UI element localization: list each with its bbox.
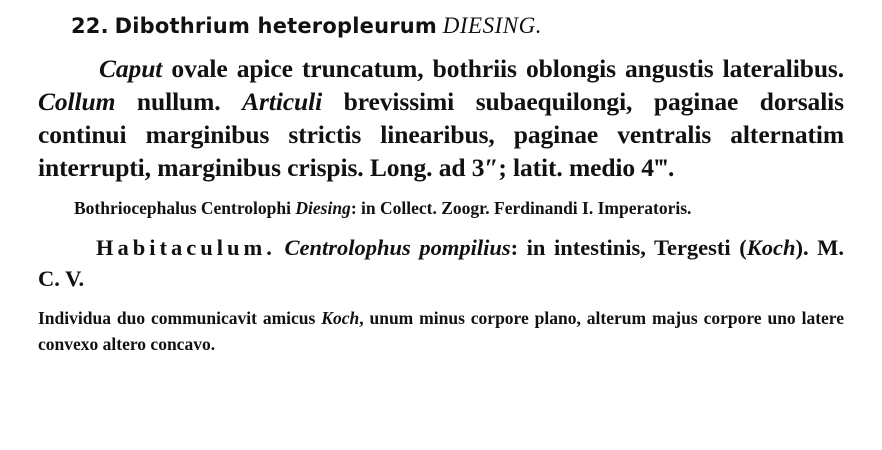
- note-text-2: , unum minus corpore plano, alterum majus corpore uno latere convexo altero concavo.: [38, 308, 845, 354]
- synonym-author: Diesing: [295, 198, 351, 218]
- species-author: DIESING.: [442, 13, 542, 38]
- synonym-text: : in Collect. Zoogr. Ferdinandi I. Imperatoris.: [350, 198, 692, 218]
- term-collum: Collum: [38, 87, 116, 116]
- diagnosis-text-2: nullum.: [115, 87, 243, 116]
- species-name: Dibothrium heteropleurum: [114, 14, 438, 38]
- specimen-note: [38, 305, 844, 357]
- synonym-name: Bothriocephalus Centrolophi: [74, 198, 296, 218]
- diagnosis-text-1: ovale apice truncatum, bothriis oblongis angustis lateralibus.: [162, 54, 844, 83]
- note-name: Koch: [321, 308, 360, 328]
- species-heading: [38, 10, 844, 42]
- collector-name: Koch: [746, 235, 796, 260]
- synonym-reference: [38, 194, 844, 222]
- host-name: Centrolophus pompilius: [284, 235, 511, 260]
- diagnosis-text-3: brevissimi subaequilongi, paginae dorsalis continui marginibus strictis linearibus, paginae ventralis alternatim interrupti, marginibus crispis. Long. ad 3″; latit. medio 4‴.: [38, 87, 844, 182]
- note-text-1: Individua duo communicavit amicus: [38, 308, 322, 328]
- habitat-label: Habitaculum.: [96, 235, 276, 260]
- habitat-paragraph: [38, 232, 844, 294]
- habitat-text-1: : in intestinis, Tergesti (: [510, 235, 747, 260]
- habitat-text-2: ). M. C. V.: [38, 235, 845, 291]
- species-number: 22.: [71, 14, 109, 38]
- species-diagnosis: [38, 52, 844, 184]
- term-articuli: Articuli: [242, 87, 323, 116]
- term-caput: Caput: [99, 54, 163, 83]
- page-content: [38, 10, 844, 357]
